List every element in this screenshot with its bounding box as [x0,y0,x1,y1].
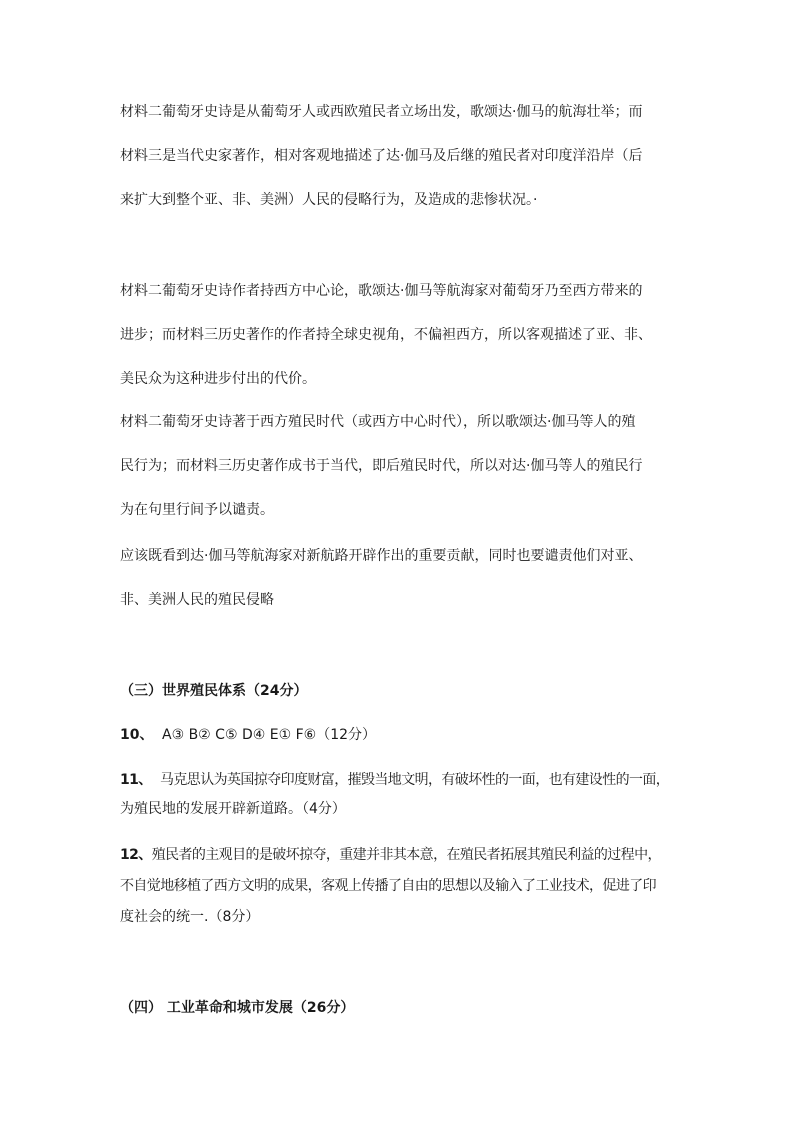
paragraph-4-line-2: 非、美洲人民的殖民侵略 [120,592,274,608]
question-11-number: 11、 [120,772,152,788]
section-3-heading: （三）世界殖民体系（24分） [120,683,308,699]
paragraph-2-line-2: 进步；而材料三历史著作的作者持全球史视角，不偏袒西方，所以客观描述了亚、非、 [120,327,652,343]
question-12-text-1: 殖民者的主观目的是破坏掠夺，重建并非其本意，在殖民者拓展其殖民利益的过程中， [151,847,661,863]
paragraph-2-line-3: 美民众为这种进步付出的代价。 [120,371,316,387]
question-11-line-1 [120,770,669,790]
question-10-number: 10、 [120,727,154,743]
question-12-line-1 [120,845,661,865]
paragraph-2-line-1: 材料二葡萄牙史诗作者持西方中心论，歌颂达·伽马等航海家对葡萄牙乃至西方带来的 [120,283,643,299]
section-4-heading: （四） 工业革命和城市发展（26分） [120,1000,355,1016]
question-11-text-1: 马克思认为英国掠夺印度财富，摧毁当地文明，有破坏性的一面，也有建设性的一面， [160,772,670,788]
question-10 [120,725,376,745]
question-12-number: 12、 [120,847,152,863]
paragraph-1-line-3: 来扩大到整个亚、非、美洲）人民的侵略行为，及造成的悲惨状况。· [120,192,538,208]
paragraph-3-line-3: 为在句里行间予以谴责。 [120,502,274,518]
question-12-line-2: 不自觉地移植了西方文明的成果，客观上传播了自由的思想以及输入了工业技术，促进了印 [120,878,656,894]
paragraph-1-line-1: 材料二葡萄牙史诗是从葡萄牙人或西欧殖民者立场出发，歌颂达·伽马的航海壮举；而 [120,104,643,120]
paragraph-3-line-2: 民行为；而材料三历史著作成书于当代，即后殖民时代，所以对达·伽马等人的殖民行 [120,458,643,474]
paragraph-3-line-1: 材料二葡萄牙史诗著于西方殖民时代（或西方中心时代），所以歌颂达·伽马等人的殖 [120,414,636,430]
paragraph-4-line-1: 应该既看到达·伽马等航海家对新航路开辟作出的重要贡献，同时也要谴责他们对亚、 [120,548,643,564]
question-10-answer: A③ B② C⑤ D④ E① F⑥（12分） [162,727,377,743]
question-12-line-3: 度社会的统一.（8分） [120,909,260,925]
paragraph-1-line-2: 材料三是当代史家著作，相对客观地描述了达·伽马及后继的殖民者对印度洋沿岸（后 [120,148,643,164]
question-11-line-2: 为殖民地的发展开辟新道路。（4分） [120,801,346,817]
